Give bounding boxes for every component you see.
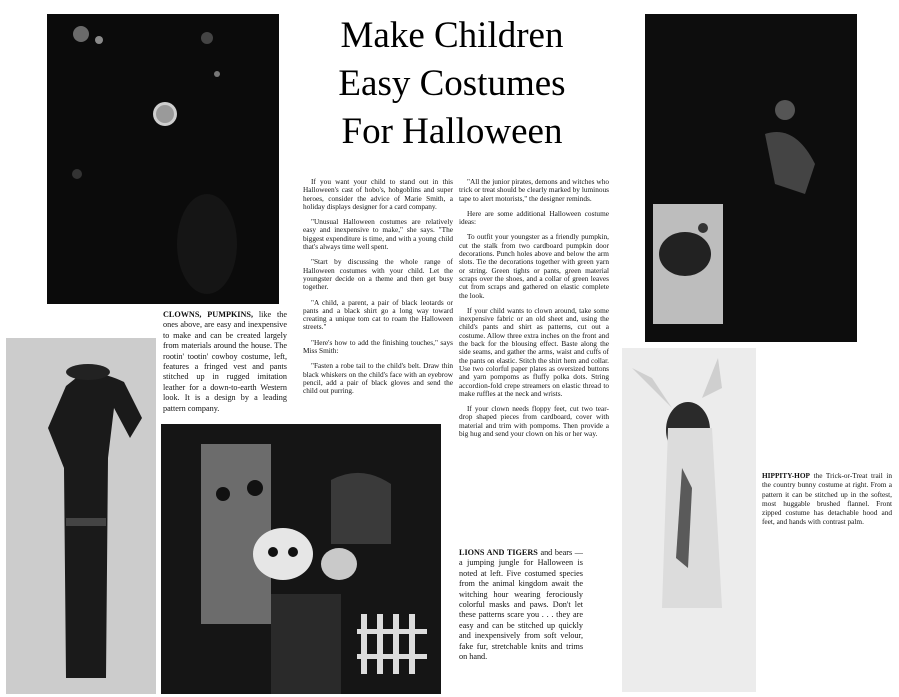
bunny-photo-image xyxy=(622,348,756,692)
caption-body: and bears — a jumping jungle for Halloween is noted at left. Five costumed species from the animal kingdom await the witching hour wearing ferociously colorful masks and paws. Don't let these patterns scare you . . . they are easy and can be stitched up quickly and inexpensively from soft velour, fake fur, stretchable knits and trims on hand. xyxy=(459,548,583,662)
article-paragraph: "Fasten a robe tail to the child's belt. Draw thin black whiskers on the child's face with an eyebrow pencil, add a pair of black gloves and send the child out purring. xyxy=(303,361,453,396)
headline-line-2: Easy Costumes xyxy=(338,63,566,104)
caption-lead: CLOWNS, PUMPKINS, xyxy=(163,310,254,319)
cowboy-photo-image xyxy=(6,338,156,694)
caption-body: the Trick-or-Treat trail in the country bunny costume at right. From a pattern it can be stitched up in the softest, most huggable brushed flannel. Front zipped costume has detachable hood and feet, and hands with contrast palm. xyxy=(762,471,892,527)
pumpkin-photo-image xyxy=(645,14,857,342)
article-column-2 xyxy=(459,178,609,445)
pumpkin-photo xyxy=(645,14,857,342)
article-paragraph: "Start by discussing the whole range of Halloween costumes with your child. Let the youngster decide on a theme and then get busy together. xyxy=(303,257,453,292)
headline-line-1: Make Children xyxy=(340,15,564,56)
article-paragraph: "All the junior pirates, demons and witches who trick or treat should be clearly marked by luminous tape to alert motorists," the designer reminds. xyxy=(459,177,609,203)
article-paragraph: "Here's how to add the finishing touches," says Miss Smith: xyxy=(303,337,453,356)
clowns-caption xyxy=(163,310,287,414)
article-paragraph: To outfit your youngster as a friendly pumpkin, cut the stalk from two cardboard pumpkin door decorations. Punch holes above and below the arm slots. Tie the decorations together with green yarn or string. Green tights or pants, green material scraps over the shoes, and a collar of green leaves cut from scraps and gathered on elastic complete the look. xyxy=(459,232,609,300)
animals-photo-image xyxy=(161,424,441,694)
article-paragraph: "A child, a parent, a pair of black leotards or pants and a black shirt go a long way toward creating a unique tom cat to roam the Halloween streets." xyxy=(303,297,453,332)
article-paragraph: "Unusual Halloween costumes are relatively easy and inexpensive to make," she says. "The biggest expenditure is time, and with a young child that's always time well spent. xyxy=(303,217,453,252)
animals-photo xyxy=(161,424,441,694)
cowboy-photo xyxy=(6,338,156,694)
bunny-caption xyxy=(762,471,892,527)
headline-line-3: For Halloween xyxy=(341,111,563,152)
article-paragraph: If your clown needs floppy feet, cut two tear-drop shaped pieces from cardboard, cover with material and trim with pompoms. Then provide a big hug and send your clown on his or her way. xyxy=(459,404,609,439)
lions-caption xyxy=(459,548,583,662)
headline xyxy=(292,12,612,156)
caption-body: like the ones above, are easy and inexpensive to make and can be created largely from materials around the house. The rootin' tootin' cowboy costume, left, features a fringed vest and pants stitched up in rugged imitation leather for a down-to-earth Western look. It is a design by a leading pattern company. xyxy=(163,310,288,413)
caption-lead: HIPPITY-HOP xyxy=(762,471,810,480)
clowns-photo-image xyxy=(47,14,279,304)
article-column-1 xyxy=(303,178,453,403)
clowns-photo xyxy=(47,14,279,304)
caption-lead: LIONS AND TIGERS xyxy=(459,548,538,557)
article-paragraph: If you want your child to stand out in this Halloween's cast of hobo's, hobgoblins and super heroes, consider the advice of Marie Smith, a holiday displays designer for a card company. xyxy=(303,177,453,211)
article-paragraph: If your child wants to clown around, take some inexpensive fabric or an old sheet and, using the child's pants and shirt as patterns, cut out a costume. Allow three extra inches on the front and the back for the blousing effect. Baste along the side seams, and gather the arms, waist and cuffs of the pants on elastic. Stitch the shirt hem and collar. Use two colorful paper plates as oversized buttons and yarn pompoms as fluffy polka dots. String accordion-fold crepe streamers on elastic thread to make ruffles at the neck and wrists. xyxy=(459,305,609,398)
article-paragraph: Here are some additional Halloween costume ideas: xyxy=(459,208,609,227)
bunny-photo xyxy=(622,348,756,692)
